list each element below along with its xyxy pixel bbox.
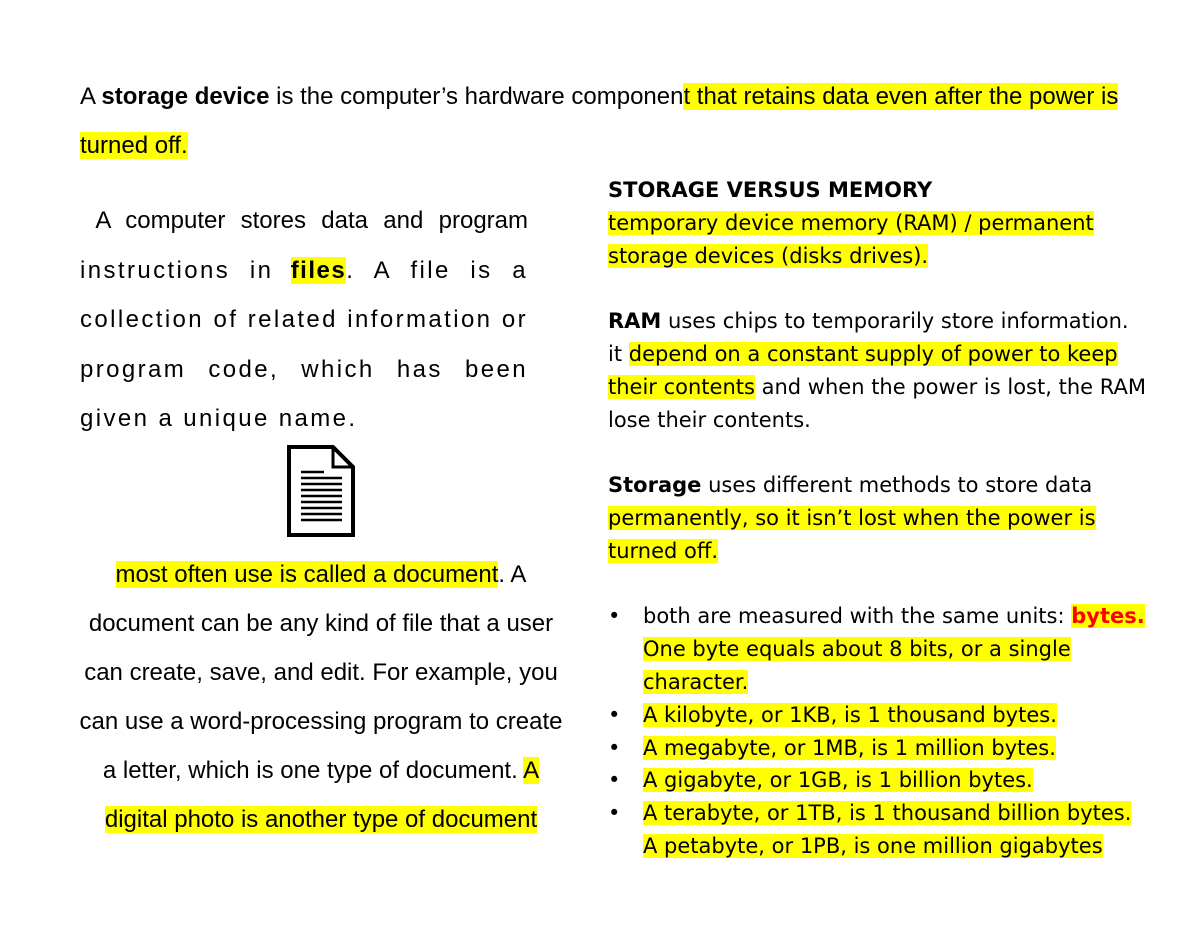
document-highlight: most often use is called a document (115, 561, 499, 588)
files-term: files (290, 256, 347, 284)
list-item (608, 699, 1148, 732)
gigabyte-text: A gigabyte, or 1GB, is 1 billion bytes. (643, 768, 1033, 793)
units-list (608, 600, 1148, 862)
bullet-icon: • (608, 702, 621, 727)
units-text-a: both are measured with the same units: (643, 604, 1072, 629)
files-paragraph-b: instructions in (80, 256, 274, 284)
megabyte-text: A megabyte, or 1MB, is 1 million bytes. (643, 735, 1056, 760)
ram-paragraph (608, 305, 1148, 436)
ram-highlight: depend on a constant supply of power to keep their contents (608, 341, 1118, 399)
ram-text-a: uses chips to temporarily store information. it (608, 309, 1129, 366)
section-heading: STORAGE VERSUS MEMORY (608, 178, 933, 202)
bullet-icon: • (608, 735, 621, 760)
ram-text-b: and when the power is lost, the RAM lose their contents. (608, 374, 1146, 432)
storage-device-term: storage device (101, 83, 270, 110)
kilobyte-text: A kilobyte, or 1KB, is 1 thousand bytes. (643, 702, 1057, 727)
subtitle-highlight: temporary device memory (RAM) / permanent storage devices (disks drives). (608, 210, 1094, 268)
list-item (608, 797, 1148, 863)
files-paragraph-a: A computer stores data and program (95, 207, 529, 234)
storage-paragraph (608, 469, 1148, 567)
digital-photo-highlight: A digital photo is another type of document (104, 757, 540, 834)
list-item (608, 764, 1148, 797)
list-item (608, 600, 1148, 698)
intro-middle: is the computer’s hardware componen (269, 83, 684, 110)
files-paragraph (80, 196, 528, 444)
intro-highlight: t that retains data even after the power is turned off. (80, 83, 1119, 159)
files-paragraph-c: . A file is a collection of related information or program code, which has been given a unique name. (80, 256, 529, 432)
intro-prefix: A (80, 83, 102, 110)
terabyte-text: A terabyte, or 1TB, is 1 thousand billion bytes. A petabyte, or 1PB, is one million gigabytes (643, 801, 1132, 858)
document-icon (286, 444, 356, 538)
storage-term: Storage (608, 473, 702, 498)
list-item (608, 732, 1148, 765)
ram-term: RAM (608, 309, 662, 334)
document-paragraph (76, 550, 566, 845)
storage-highlight: permanently, so it isn’t lost when the power is turned off. (608, 505, 1096, 563)
bullet-icon: • (608, 801, 621, 826)
document-paragraph-text: . A document can be any kind of file that a user can create, save, and edit. For example, you can use a word-processing program to create a letter, which is one type of document. (79, 561, 563, 785)
units-text-b: One byte equals about 8 bits, or a single character. (643, 637, 1071, 694)
bytes-term: bytes. (1071, 604, 1145, 629)
storage-text-a: uses different methods to store data (701, 473, 1093, 498)
bullet-icon: • (608, 768, 621, 793)
bullet-icon: • (608, 604, 621, 629)
storage-vs-memory-section (608, 174, 1148, 863)
intro-paragraph (80, 72, 1140, 170)
section-subtitle (608, 207, 1148, 273)
